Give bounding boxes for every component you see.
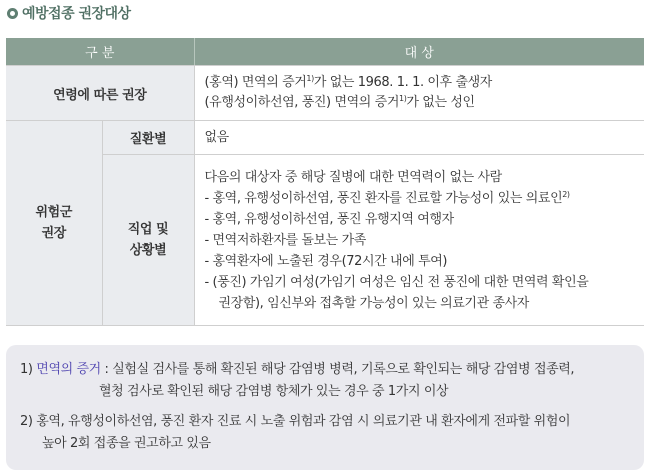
page-title: 예방접종 권장대상	[22, 6, 131, 22]
age-line-1: (홍역) 면역의 증거$^{1)}$가 없는 1968. 1. 1. 이후 출생자	[204, 74, 492, 90]
header-category: 구 분	[6, 38, 194, 66]
footnote-2: 2) 홍역, 유행성이하선염, 풍진 환자 진료 시 노출 위험과 감염 시 의료기관 내 환자에게 전파할 위험이 높아 2회 접종을 권고하고 있음	[20, 414, 571, 451]
footnote-box	[6, 345, 644, 470]
table-row-occupation	[6, 155, 644, 326]
table-row-disease	[6, 121, 644, 155]
occupation-item: - 홍역, 유행성이하선염, 풍진 유행지역 여행자	[204, 211, 454, 227]
bullet-circle-icon	[7, 8, 18, 19]
occupation-content	[194, 155, 644, 326]
table-row-age	[6, 66, 644, 121]
age-content	[194, 66, 644, 121]
recommendation-table	[6, 38, 644, 326]
disease-value: 없음	[194, 121, 644, 155]
occupation-item: - 홍역, 유행성이하선염, 풍진 환자를 진료할 가능성이 있는 의료인$^{2)}$	[204, 189, 570, 206]
occupation-intro: 다음의 대상자 중 해당 질병에 대한 면역력이 없는 사람	[204, 169, 502, 185]
table-header-row	[6, 38, 644, 66]
occupation-label: 직업 및 상황별	[102, 155, 194, 326]
risk-group-label: 위험군 권장	[6, 121, 102, 326]
section-heading	[7, 3, 131, 23]
occupation-item: - 홍역환자에 노출된 경우(72시간 내에 투여)	[204, 253, 448, 269]
footnote-1: 1) 면역의 증거 : 실험실 검사를 통해 확진된 해당 감염병 병력, 기록으로 확인되는 해당 감염병 접종력, 혈청 검사로 확인된 해당 감염병 항체가 있는 경우 중 1가지 이상	[20, 362, 575, 399]
disease-label: 질환별	[102, 121, 194, 155]
footnote-highlight: 면역의 증거	[36, 362, 101, 377]
occupation-item: - (풍진) 가임기 여성(가임기 여성은 임신 전 풍진에 대한 면역력 확인을	[204, 274, 589, 290]
header-target: 대 상	[194, 38, 644, 66]
age-label: 연령에 따른 권장	[6, 66, 194, 121]
age-line-2: (유행성이하선염, 풍진) 면역의 증거$^{1)}$가 없는 성인	[204, 94, 475, 110]
occupation-item-continued: 권장함), 임신부와 접촉할 가능성이 있는 의료기관 종사자	[218, 295, 529, 311]
occupation-item: - 면역저하환자를 돌보는 가족	[204, 232, 366, 248]
